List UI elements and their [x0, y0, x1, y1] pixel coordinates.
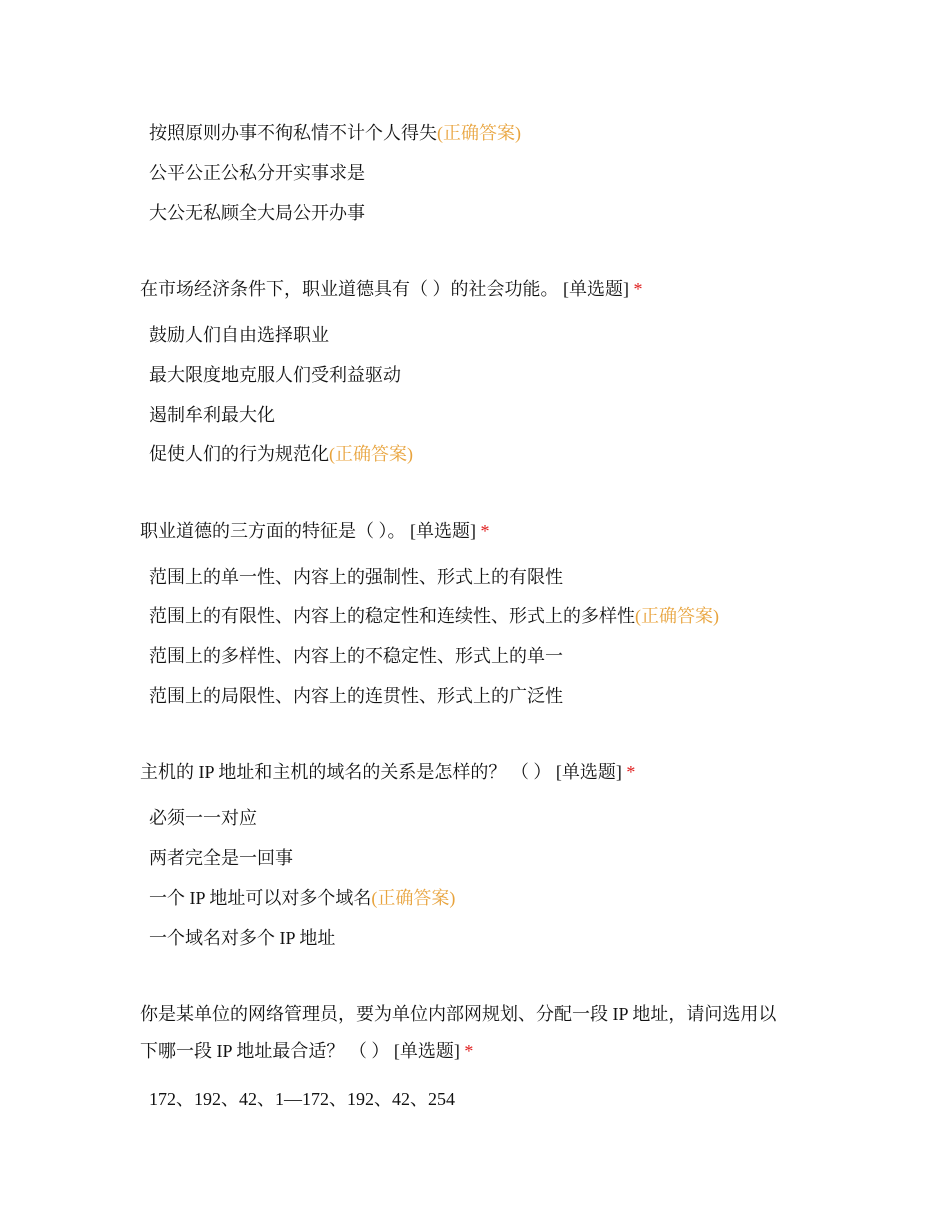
option-text: 一个 IP 地址可以对多个域名 — [149, 888, 372, 908]
option-q2-3 — [149, 643, 563, 669]
option-text: 鼓励人们自由选择职业 — [149, 325, 329, 345]
option-text: 范围上的有限性、内容上的稳定性和连续性、形式上的多样性 — [149, 606, 635, 626]
option-q0-1 — [149, 120, 521, 146]
option-text: 大公无私顾全大局公开办事 — [149, 203, 365, 223]
question-stem-line-1: 你是某单位的网络管理员，要为单位内部网规划、分配一段 IP 地址，请问选用以 — [140, 1004, 777, 1024]
option-q1-1 — [149, 322, 329, 348]
option-text: 172、192、42、1—172、192、42、254 — [149, 1089, 455, 1109]
option-q3-4 — [149, 925, 335, 951]
required-star: * — [633, 279, 643, 299]
question-type-label: [单选题] — [393, 1041, 460, 1061]
question-1 — [140, 271, 820, 308]
question-stem: 在市场经济条件下，职业道德具有（ ）的社会功能。 — [140, 279, 559, 299]
question-3 — [140, 754, 820, 791]
option-text: 按照原则办事不徇私情不计个人得失 — [149, 123, 437, 143]
option-q0-2 — [149, 160, 365, 186]
option-text: 范围上的多样性、内容上的不稳定性、形式上的单一 — [149, 646, 563, 666]
option-text: 范围上的单一性、内容上的强制性、形式上的有限性 — [149, 567, 563, 587]
option-text: 范围上的局限性、内容上的连贯性、形式上的广泛性 — [149, 686, 563, 706]
option-q2-4 — [149, 683, 563, 709]
option-text: 两者完全是一回事 — [149, 848, 293, 868]
question-stem: 主机的 IP 地址和主机的域名的关系是怎样的？ （ ） — [140, 762, 552, 782]
correct-answer-tag: (正确答案) — [329, 444, 413, 464]
option-text: 公平公正公私分开实事求是 — [149, 163, 365, 183]
option-q1-3 — [149, 402, 275, 428]
question-stem: 职业道德的三方面的特征是（ ）。 — [140, 521, 406, 541]
option-q3-1 — [149, 805, 257, 831]
question-type-label: [单选题] — [555, 762, 622, 782]
option-q2-2 — [149, 603, 719, 629]
question-2 — [140, 513, 820, 550]
option-q3-3 — [149, 885, 455, 911]
question-4 — [140, 996, 820, 1070]
option-text: 最大限度地克服人们受利益驱动 — [149, 365, 401, 385]
required-star: * — [464, 1041, 474, 1061]
option-q0-3 — [149, 200, 365, 226]
option-q1-4 — [149, 441, 413, 467]
correct-answer-tag: (正确答案) — [437, 123, 521, 143]
option-text: 一个域名对多个 IP 地址 — [149, 928, 336, 948]
option-q1-2 — [149, 362, 401, 388]
option-q3-2 — [149, 845, 293, 871]
required-star: * — [626, 762, 636, 782]
correct-answer-tag: (正确答案) — [371, 888, 456, 908]
question-type-label: [单选题] — [410, 521, 476, 541]
question-stem-line-2 — [140, 1033, 820, 1070]
option-text: 必须一一对应 — [149, 808, 257, 828]
option-q4-1 — [149, 1086, 455, 1112]
option-q2-1 — [149, 564, 563, 590]
question-stem: 下哪一段 IP 地址最合适？ （ ） — [140, 1041, 390, 1061]
question-type-label: [单选题] — [563, 279, 629, 299]
correct-answer-tag: (正确答案) — [635, 606, 719, 626]
option-text: 遏制牟利最大化 — [149, 405, 275, 425]
required-star: * — [480, 521, 490, 541]
option-text: 促使人们的行为规范化 — [149, 444, 329, 464]
